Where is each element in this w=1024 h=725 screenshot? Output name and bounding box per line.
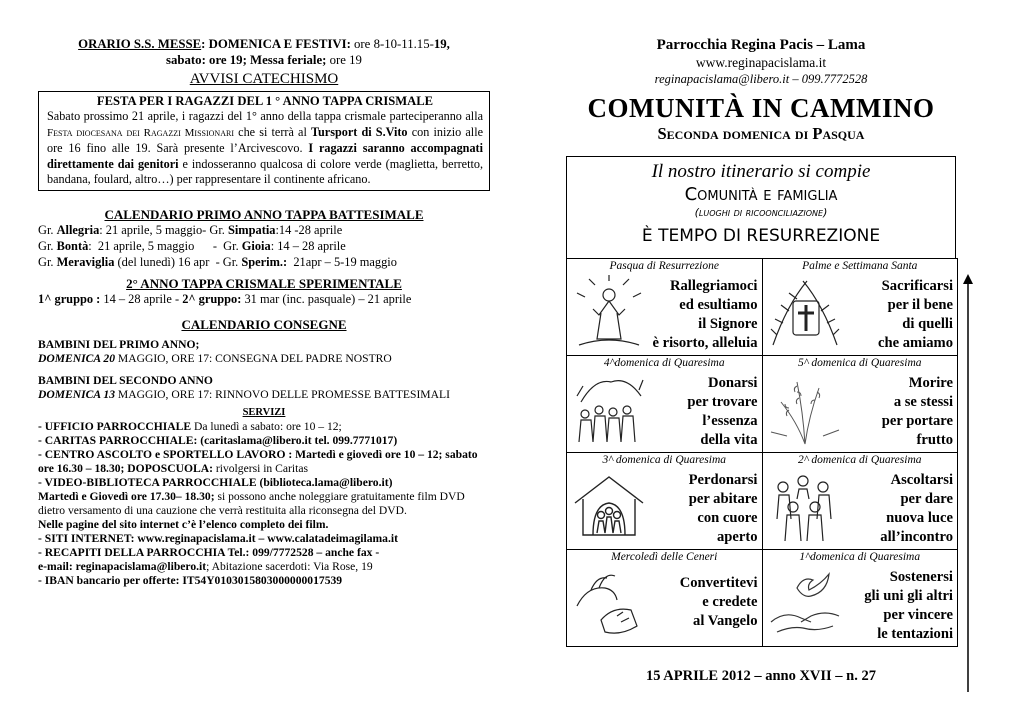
grid-cell: 2^ domenica di Quaresima Ascoltarsi per dare nuova luce all’incontro: [762, 453, 958, 549]
grid-cell: Mercoledì delle Ceneri Convertitevi e credete al Vangelo: [567, 550, 762, 646]
avvisi-title: AVVISI CATECHISMO: [189, 71, 339, 87]
arrow-up-icon: [962, 272, 974, 692]
consegne-title: CALENDARIO CONSEGNE: [181, 317, 347, 333]
crismale-groups: 1^ gruppo : 14 – 28 aprile - 2^ gruppo: 31 mar (inc. pasquale) – 21 aprile: [38, 292, 412, 307]
crismale-title: 2° ANNO TAPPA CRISMALE SPERIMENTALE: [126, 276, 402, 292]
list-item: Gr. Bontà: 21 aprile, 5 maggio - Gr. Gioia: 14 – 28 aprile: [38, 239, 346, 254]
servizi-title: SERVIZI: [242, 407, 286, 419]
grid-cell: Palme e Settimana Santa Sacrificarsi per il bene di quelli che amiamo: [762, 259, 958, 355]
cell-text: Perdonarsi per abitare con cuore aperto: [688, 472, 758, 545]
grid-cell: Pasqua di Resurrezione Rallegriamoci ed esultiamo il Signore è risorto, alleluia: [567, 259, 762, 355]
grid-cell: 3^ domenica di Quaresima Perdonarsi per abitare con cuore aperto: [567, 453, 762, 549]
itinerary-line3: (luoghi di ricoonciliazione): [694, 206, 828, 219]
cross-palms-icon: [767, 275, 843, 349]
left-page: [38, 36, 490, 588]
page-title: COMUNITÀ IN CAMMINO: [587, 93, 935, 123]
cell-text: Sacrificarsi per il bene di quelli che amiamo: [878, 278, 953, 351]
mass-schedule: ORARIO S.S. MESSE: DOMENICA E FESTIVI: ore 8-10-11.15-19, sabato: ore 19; Messa feriale; ore 19: [78, 37, 450, 67]
cell-text: Ascoltarsi per dare nuova luce all’incontro: [880, 472, 953, 545]
grid-row: [567, 549, 957, 646]
festa-title: FESTA PER I RAGAZZI DEL 1 ° ANNO TAPPA CRISMALE: [96, 94, 434, 108]
cell-text: Sostenersi gli uni gli altri per vincere le tentazioni: [864, 569, 953, 642]
risen-christ-icon: [571, 275, 647, 349]
right-page: [566, 36, 956, 684]
grid-row: [567, 355, 957, 452]
grid-row: [567, 452, 957, 549]
itinerary-line1: Il nostro itinerario si compie: [651, 161, 871, 182]
crowd-icon: [571, 372, 647, 446]
list-item: Gr. Meraviglia (del lunedì) 16 apr - Gr. Sperim.: 21apr – 5-19 maggio: [38, 255, 397, 270]
page-subtitle: Seconda domenica di Pasqua: [657, 124, 865, 143]
servizi-list: - UFFICIO PARROCCHIALE Da lunedì a sabato: ore 10 – 12; - CARITAS PARROCCHIALE: (caritaslama@libero.it tel. 099.7771017) - CENTRO ASCOLTO e SPORTELLO LAVORO : Martedì e giovedì ore 10 – 12; sabato ore 16.30 – 18.30; DOPOSCUOLA: rivolgersi in Caritas - VIDEO-BIBLIOTECA PARROCCHIALE (biblioteca.lama@libero.it) Martedì e Giovedì ore 17.30– 18.30; si possono anche noleggiare gratuitamente film DVD dietro versamento di una cauzione che verrà restituita alla riconsegna del DVD. Nelle pagine del sito internet c’è l’elenco completo dei film. - SITI INTERNET: www.reginapacislama.it – www.calatadeimagilama.it - RECAPITI DELLA PARROCCHIA Tel.: 099/7772528 – anche fax - e-mail: reginapacislama@libero.it; Abitazione sacerdoti: Via Rose, 19 - IBAN bancario per offerte: IT54Y0103015803000000017539: [38, 420, 478, 588]
group-listening-icon: [767, 469, 843, 543]
dove-hands-icon: [767, 566, 843, 640]
website-link[interactable]: www.reginapacislama.it: [695, 55, 827, 70]
contact-line: reginapacislama@libero.it – 099.7772528: [654, 72, 868, 86]
grid-row: [567, 259, 957, 355]
list-item: Gr. Allegria: 21 aprile, 5 maggio- Gr. Simpatia:14 -28 aprile: [38, 223, 343, 238]
lent-grid: [566, 258, 958, 647]
cell-text: Rallegriamoci ed esultiamo il Signore è risorto, alleluia: [652, 278, 758, 351]
festa-box: FESTA PER I RAGAZZI DEL 1 ° ANNO TAPPA CRISMALE Sabato prossimo 21 aprile, i ragazzi del 1° anno della tappa crismale parteciperanno alla Festa diocesana dei Ragazzi Missionari che si terrà al Tursport di S.Vito con inizio alle ore 16 fino alle 19. Sarà presente l’Arcivescovo. I ragazzi saranno accompagnati direttamente dai genitori e indosseranno qualcosa di colore verde (maglietta, berretto, bandana, foulard, altro…) per rappresentare il continente africano.: [38, 91, 490, 191]
itinerary-line2: Comunità e famiglia: [684, 184, 838, 205]
grid-cell: 5^ domenica di Quaresima Morire a se stessi per portare frutto: [762, 356, 958, 452]
grid-cell: 4^domenica di Quaresima Donarsi per trovare l’essenza della vita: [567, 356, 762, 452]
battesimale-title: CALENDARIO PRIMO ANNO TAPPA BATTESIMALE: [104, 207, 424, 223]
wheat-icon: [767, 372, 843, 446]
itinerary-line4: È TEMPO DI RESURREZIONE: [641, 226, 881, 246]
consegne-block: BAMBINI DEL PRIMO ANNO; DOMENICA 20 MAGGIO, ORE 17: CONSEGNA DEL PADRE NOSTRO BAMBINI DEL SECONDO ANNO DOMENICA 13 MAGGIO, ORE 17: RINNOVO DELLE PROMESSE BATTESIMALI: [38, 338, 450, 402]
cell-text: Morire a se stessi per portare frutto: [881, 375, 953, 448]
house-family-icon: [571, 469, 647, 543]
cell-text: Donarsi per trovare l’essenza della vita: [687, 375, 758, 448]
ashes-hand-icon: [571, 566, 647, 640]
grid-cell: 1^domenica di Quaresima Sostenersi gli uni gli altri per vincere le tentazioni: [762, 550, 958, 646]
parish-name: Parrocchia Regina Pacis – Lama: [656, 37, 866, 53]
battesimale-list: [38, 222, 490, 270]
cell-text: Convertitevi e credete al Vangelo: [679, 575, 758, 629]
itinerary-box: [566, 156, 956, 258]
issue-footer: 15 APRILE 2012 – anno XVII – n. 27: [645, 668, 877, 684]
